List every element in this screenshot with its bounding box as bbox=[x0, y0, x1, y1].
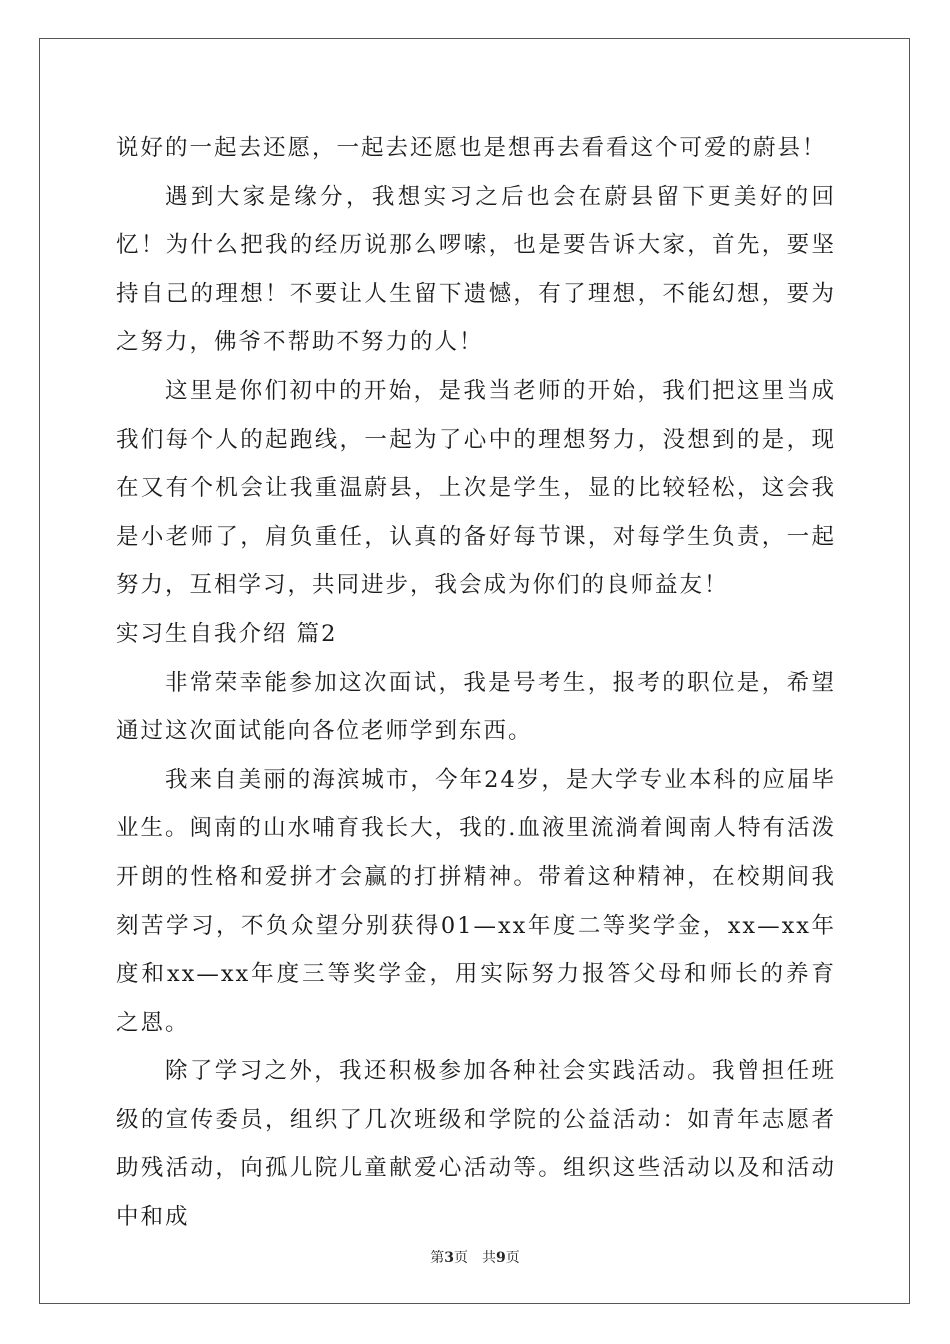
paragraph-1: 说好的一起去还愿，一起去还愿也是想再去看看这个可爱的蔚县！ bbox=[116, 135, 827, 161]
paragraph-3: 这里是你们初中的开始，是我当老师的开始，我们把这里当成我们每个人的起跑线，一起为了心中的理想努力，没想到的是，现在又有个机会让我重温蔚县，上次是学生，显的比较轻松，这会我是小老师了，肩负重任，认真的备好每节课，对每学生负责，一起努力，互相学习，共同进步，我会成为你们的良师益友！ bbox=[116, 377, 836, 599]
section-heading: 实习生自我介绍 篇2 bbox=[116, 620, 338, 647]
footer-page-current: 3 bbox=[444, 1250, 454, 1266]
paragraph-6: 除了学习之外，我还积极参加各种社会实践活动。我曾担任班级的宣传委员，组织了几次班级和学院的公益活动：如青年志愿者助残活动，向孤儿院儿童献爱心活动等。组织这些活动以及和活动中和成 bbox=[116, 1058, 836, 1231]
document-body bbox=[116, 124, 836, 1242]
paragraph-5: 我来自美丽的海滨城市，今年24岁，是大学专业本科的应届毕业生。闽南的山水哺育我长大，我的.血液里流淌着闽南人特有活泼开朗的性格和爱拼才会赢的打拼精神。带着这种精神，在校期间我刻苦学习，不负众望分别获得01—xx年度二等奖学金，xx—xx年度和xx—xx年度三等奖学金，用实际努力报答父母和师长的养育之恩。 bbox=[116, 766, 836, 1036]
footer-page-unit: 页 bbox=[454, 1250, 468, 1266]
footer-page-prefix: 第 bbox=[430, 1250, 445, 1266]
paragraph-4: 非常荣幸能参加这次面试，我是号考生，报考的职位是，希望通过这次面试能向各位老师学到东西。 bbox=[116, 669, 836, 745]
page-footer bbox=[0, 1247, 950, 1267]
footer-total-prefix: 共 bbox=[482, 1250, 496, 1266]
paragraph-2: 遇到大家是缘分，我想实习之后也会在蔚县留下更美好的回忆！为什么把我的经历说那么啰嗦，也是要告诉大家，首先，要坚持自己的理想！不要让人生留下遗憾，有了理想，不能幻想，要为之努力，佛爷不帮助不努力的人！ bbox=[116, 183, 836, 356]
footer-total-unit: 页 bbox=[505, 1250, 520, 1266]
footer-page-total: 9 bbox=[496, 1250, 506, 1266]
